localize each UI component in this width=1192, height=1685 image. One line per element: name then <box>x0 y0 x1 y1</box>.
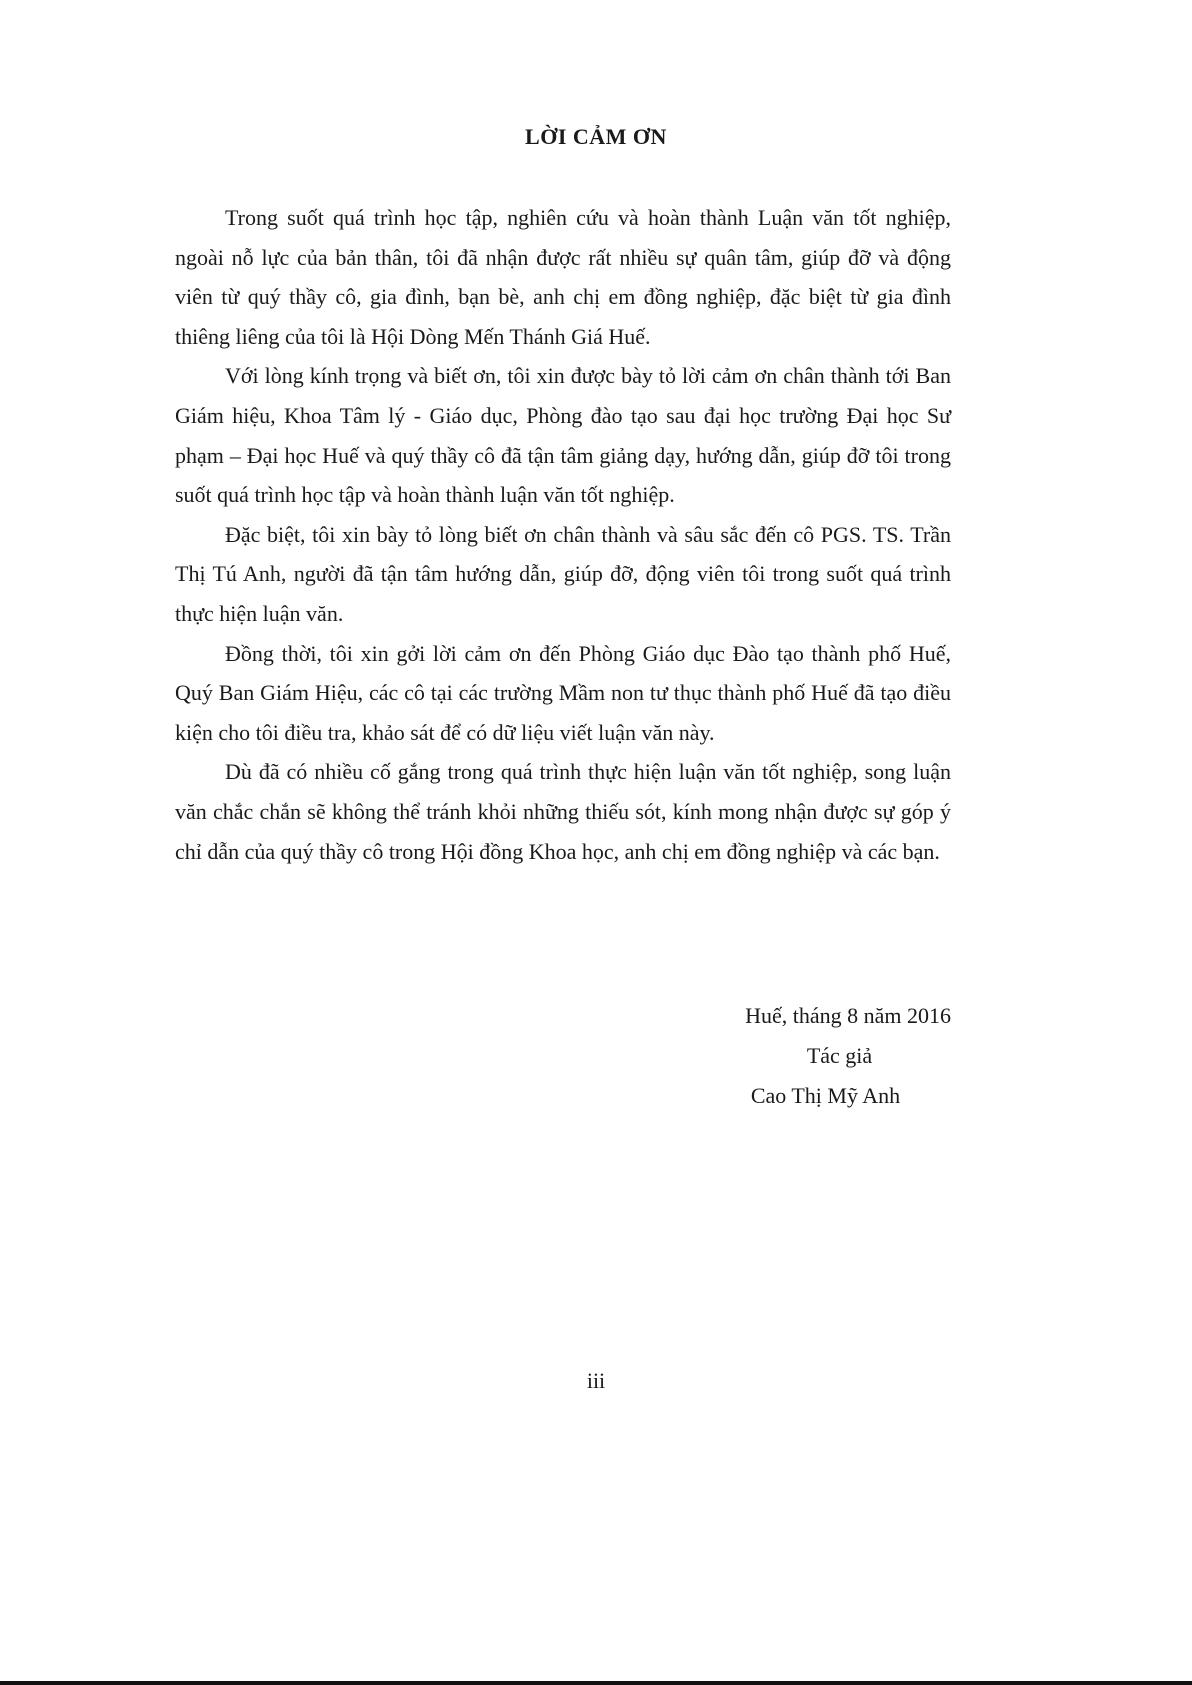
signature-role: Tác giả <box>806 1043 873 1068</box>
paragraph-1: Trong suốt quá trình học tập, nghiên cứu và hoàn thành Luận văn tốt nghiệp, ngoài nỗ lực của bản thân, tôi đã nhận được rất nhiều sự quân tâm, giúp đỡ và động viên từ quý thầy cô, gia đình, bạn bè, anh chị em đồng nghiệp, đặc biệt từ gia đình thiêng liêng của tôi là Hội Dòng Mến Thánh Giá Huế. <box>175 205 951 349</box>
paragraph-3: Đặc biệt, tôi xin bày tỏ lòng biết ơn chân thành và sâu sắc đến cô PGS. TS. Trần Thị Tú Anh, người đã tận tâm hướng dẫn, giúp đỡ, động viên tôi trong suốt quá trình thực hiện luận văn. <box>175 521 951 626</box>
paragraph-2: Với lòng kính trọng và biết ơn, tôi xin được bày tỏ lời cảm ơn chân thành tới Ban Giám hiệu, Khoa Tâm lý - Giáo dục, Phòng đào tạo sau đại học trường Đại học Sư phạm – Đại học Huế và quý thầy cô đã tận tâm giảng dạy, hướng dẫn, giúp đỡ tôi trong suốt quá trình học tập và hoàn thành luận văn tốt nghiệp. <box>175 363 951 508</box>
signature-block <box>700 996 951 1116</box>
paragraph-4: Đồng thời, tôi xin gởi lời cảm ơn đến Phòng Giáo dục Đào tạo thành phố Huế, Quý Ban Giám Hiệu, các cô tại các trường Mầm non tư thục thành phố Huế đã tạo điều kiện cho tôi điều tra, khảo sát để có dữ liệu viết luận văn này. <box>175 640 951 745</box>
signature-place-date: Huế, tháng 8 năm 2016 <box>745 1003 951 1028</box>
page-number: iii <box>586 1368 606 1393</box>
signature-name: Cao Thị Mỹ Anh <box>750 1083 901 1108</box>
bottom-divider <box>0 1681 1192 1685</box>
page-title: LỜI CẢM ƠN <box>525 124 667 149</box>
paragraph-5: Dù đã có nhiều cố gắng trong quá trình thực hiện luận văn tốt nghiệp, song luận văn chắc chắn sẽ không thể tránh khỏi những thiếu sót, kính mong nhận được sự góp ý chỉ dẫn của quý thầy cô trong Hội đồng Khoa học, anh chị em đồng nghiệp và các bạn. <box>175 759 951 864</box>
acknowledgement-body <box>175 198 951 871</box>
